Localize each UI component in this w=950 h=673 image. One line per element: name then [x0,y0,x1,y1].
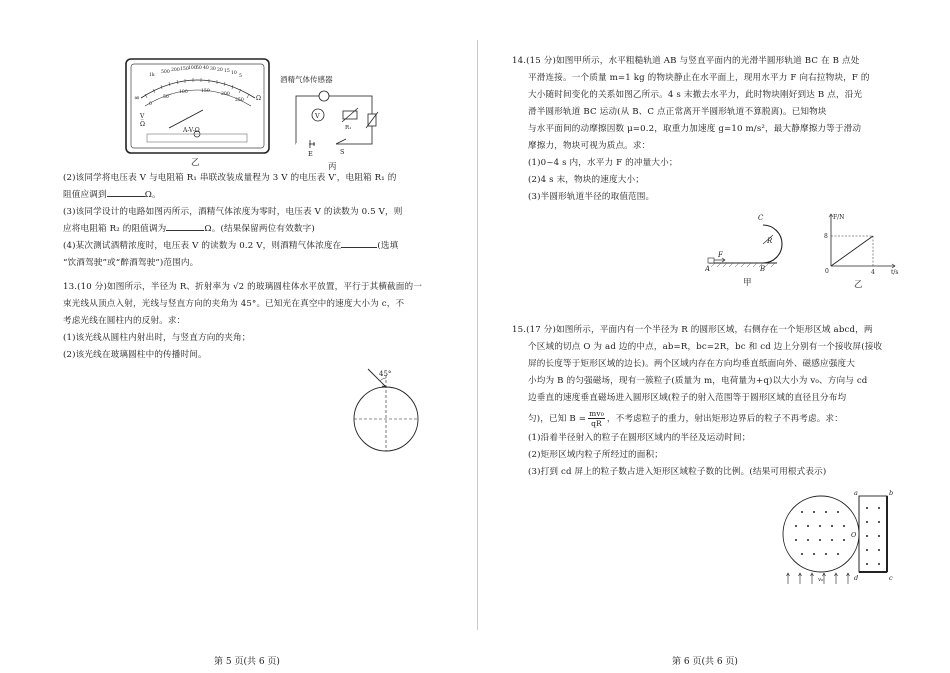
q12-text: (选填 [377,241,399,251]
track-figure [705,207,795,272]
label-o: O [851,531,857,539]
force-time-graph [821,210,901,275]
q13-line-5: (2)该光线在玻璃圆柱中的传播时间。 [63,350,207,360]
volt-tick: 0 [149,102,152,107]
q13-line-1: 13.(10 分)如图所示，半径为 R、折射率为 √2 的玻璃圆柱体水平放置，平行于其横截面的一 [63,282,423,292]
sensor-label: 酒精气体传感器 [280,75,333,84]
voltmeter-label: V [315,112,320,120]
graph-xlabel: t/s [891,269,899,275]
q14-line-4: 滑半圆形轨道 BC 运动(从 B、C 点正常离开半圆形轨道不算脱离)。已知物块 [528,107,827,117]
graph-ylabel: F/N [833,214,845,221]
ohm-tick: 20 [217,68,223,73]
answer-blank [166,221,204,231]
battery-label: E [308,150,313,158]
volt-tick: 250 [235,98,244,103]
q15-line-8: (2)矩形区域内粒子所经过的面积； [528,450,664,460]
q12-line-2b [63,187,161,204]
angle-label: 45° [379,370,392,378]
q15-line-3: 屏的长度等于矩形区域的边长)。两个区域内存在方向均垂直纸面向外、磁感应强度大 [528,359,856,369]
resistor-label: R₁ [345,125,352,131]
q12-text: (4)某次测试酒精浓度时，电压表 V 的读数为 0.2 V，则酒精气体浓度在 [63,241,342,251]
page-footer: 第 6 页(共 6 页) [672,657,738,667]
q15-line-1: 15.(17 分)如图所示，平面内有一个半径为 R 的圆形区域，右侧存在一个矩形区域 abcd，两 [512,325,873,335]
label-a: A [705,265,711,272]
label-f: F [718,251,723,259]
infinity-sign: ∞ [134,94,140,102]
ohm-sign: Ω [256,95,261,102]
volt-tick: 100 [179,90,188,95]
q14-line-8: (2)4 s 末，物块的速度大小； [528,175,645,185]
meter-mark-v: V̲ [140,113,145,120]
answer-blank [107,187,145,197]
ohm-tick: 30 [210,67,216,72]
figure-caption-bing: 丙 [328,162,337,172]
ohm-tick: 50 [196,66,202,71]
q15-text: 匀)，已知 B = [528,414,587,424]
q12-text: 阻值应调到 [63,190,107,200]
q13-line-4: (1)该光线从圆柱内射出时，与竖直方向的夹角； [63,333,251,343]
meter-panel-figure [125,58,270,154]
q15-line-9: (3)打到 cd 屏上的粒子数占进入矩形区域粒子数的比例。(结果可用根式表示) [528,467,827,477]
circuit-figure [288,84,383,159]
label-a: a [854,489,858,497]
q15-line-5: 边垂直的速度垂直磁场进入圆形区域(粒子的射入范围等于圆形区域的直径且分布均 [528,393,847,403]
label-v0: v₀ [818,577,824,583]
figure-caption-jia: 甲 [743,278,752,288]
meter-mark-omega: Ω [140,121,145,128]
answer-blank [341,238,377,248]
fraction [588,409,605,428]
q13-line-2: 束光线从顶点入射，光线与竖直方向的夹角为 45°。已知光在真空中的速度大小为 c，不 [63,299,405,309]
graph-xtick: 4 [871,269,875,275]
ohm-tick: 10 [231,71,237,76]
q15-line-4: 小均为 B 的匀强磁场，现有一簇粒子(质量为 m，电荷量为+q)以大小为 v₀、方向与 cd [528,376,868,386]
page-6 [478,0,950,673]
ohm-tick: 5 [239,74,242,79]
volt-tick: 50 [163,95,169,100]
figure-caption-yi: 乙 [191,158,200,168]
q14-line-6: 摩擦力，物块可视为质点。求： [528,141,651,151]
q14-line-1: 14.(15 分)如图甲所示，水平粗糙轨道 AB 与竖直平面内的光滑半圆形轨道 BC 在 B 点处 [512,56,860,66]
q12-line-2: (2)该同学将电压表 V 与电阻箱 R₁ 串联改装成量程为 3 V 的电压表 V′，电阻箱 R₁ 的 [63,173,397,183]
q12-text: 应将电阻箱 R₂ 的阻值调为 [63,224,167,234]
graph-ytick: 8 [824,233,828,240]
q15-line-6 [528,409,843,428]
q15-line-2: 个区域的切点 O 为 ad 边的中点，ab=R，bc=2R，bc 和 cd 边上分别有一个接收屏(接收 [528,342,883,352]
meter-mark-avo: A-V-Ω [183,127,200,134]
ohm-tick: 100 [188,66,197,71]
q12-line-4c: “饮酒驾驶”或“醉酒驾驶”)范围内。 [63,258,199,268]
q12-line-3b [63,221,315,238]
label-r: R [767,237,773,245]
q12-line-3: (3)该同学设计的电路如图丙所示，酒精气体浓度为零时，电压表 V 的读数为 0.5 V，则 [63,207,403,217]
label-d: d [854,574,859,582]
q14-line-3: 大小随时间变化的关系如图乙所示。4 s 末撤去水平力，此时物块刚好到达 B 点，沿光 [528,90,863,100]
label-b: B [760,265,766,272]
ohm-tick: 15 [224,69,230,74]
ohm-tick: 500 [161,70,170,75]
figure-caption-yi2: 乙 [854,280,863,290]
label-c: C [758,214,764,222]
volt-tick: 150 [201,89,210,94]
q12-line-4 [63,238,398,255]
q15-text: ，不考虑粒子的重力，射出矩形边界后的粒子不再考虑。求： [606,414,843,424]
fraction-numerator: mv₀ [589,409,604,418]
fraction-denominator: qR [591,419,602,428]
q15-line-7: (1)沿着半径射入的粒子在圆形区域内的半径及运动时间； [528,433,751,443]
ohm-tick: 200 [171,68,180,73]
q14-line-5: 与水平面间的动摩擦因数 μ=0.2，取重力加速度 g=10 m/s²，最大静摩擦力等于滑动 [528,124,862,134]
q14-line-7: (1)0~4 s 内，水平力 F 的冲量大小； [528,158,678,168]
label-b: b [889,489,894,497]
graph-origin: 0 [825,268,829,275]
ohm-tick: 150 [180,67,189,72]
q12-text: Ω。(结果保留两位有效数字) [204,224,315,234]
volt-tick: 200 [221,92,230,97]
glass-cylinder-figure [346,360,426,460]
ohm-tick: 1k [149,73,155,78]
q13-line-3: 考虑光线在圆柱内的反射。求： [63,316,186,326]
label-c: c [889,574,893,582]
q14-line-2: 平滑连接。一个质量 m=1 kg 的物块静止在水平面上，现用水平力 F 向右拉物块，F 的 [528,73,870,83]
switch-label: S [340,148,345,156]
q12-text: Ω。 [144,190,161,200]
magnetic-field-figure [780,488,900,588]
q14-line-9: (3)半圆形轨道半径的取值范围。 [528,192,655,202]
page-footer: 第 5 页(共 6 页) [214,657,280,667]
ohm-tick: 40 [203,66,209,71]
